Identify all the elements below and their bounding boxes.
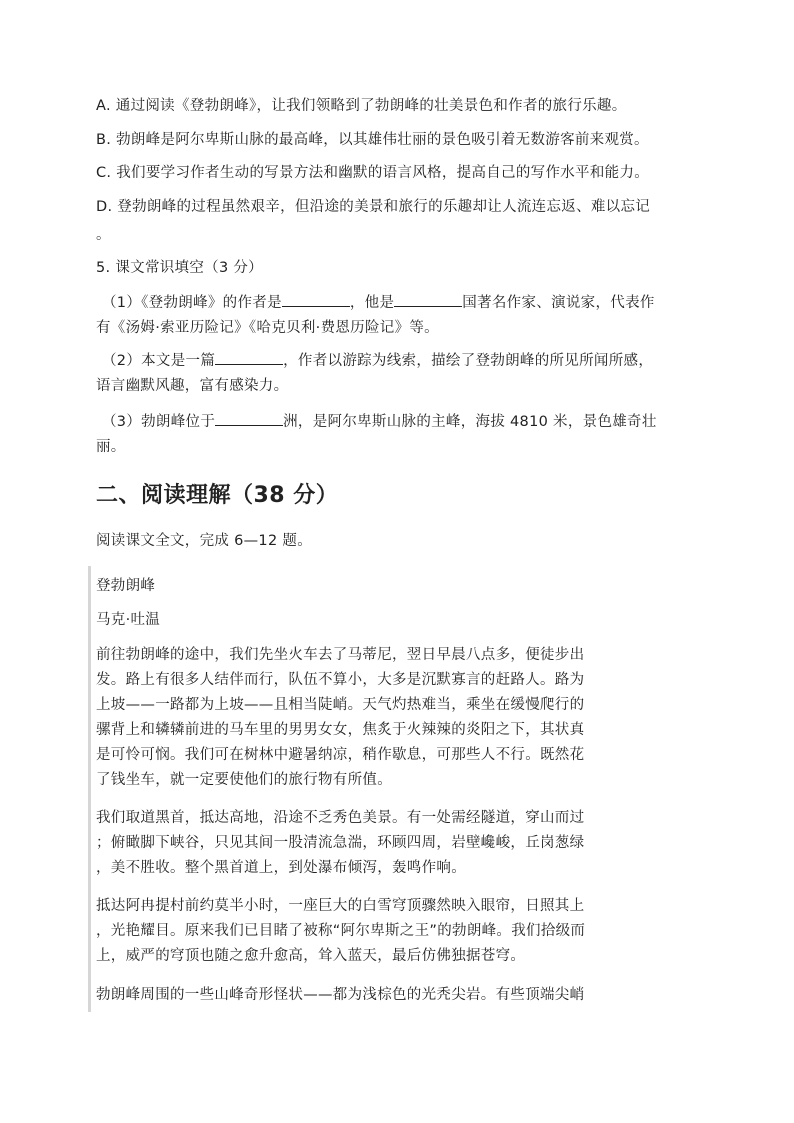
q5-item-2-text-a: （2）本文是一篇 [102, 353, 216, 369]
q5-item-3-line-2: 丽。 [96, 439, 126, 455]
option-d-continuation: 。 [96, 227, 111, 243]
answer-blank[interactable] [215, 350, 283, 365]
q5-item-2-line-2: 语言幽默风趣，富有感染力。 [96, 378, 289, 394]
question-5-title: 5. 课文常识填空（3 分） [96, 260, 263, 276]
passage-line: 是可怜可悯。我们可在树林中避暑纳凉，稍作歇息，可那些人不行。既然花 [96, 747, 585, 763]
option-c: C. 我们要学习作者生动的写景方法和幽默的语言风格，提高自己的写作水平和能力。 [96, 165, 650, 181]
option-a: A. 通过阅读《登勃朗峰》，让我们领略到了勃朗峰的壮美景色和作者的旅行乐趣。 [96, 98, 627, 114]
answer-blank[interactable] [215, 411, 283, 426]
q5-item-2-text-b: ，作者以游踪为线索，描绘了登勃朗峰的所见所闻所感， [283, 353, 654, 369]
passage-line: 上，威严的穹顶也随之愈升愈高，耸入蓝天，最后仿佛独据苍穹。 [96, 948, 526, 964]
option-d: D. 登勃朗峰的过程虽然艰辛，但沿途的美景和旅行的乐趣却让人流连忘返、难以忘记 [96, 199, 651, 215]
q5-item-3-text-a: （3）勃朗峰位于 [102, 414, 216, 430]
passage-author: 马克·吐温 [96, 612, 161, 628]
passage-line: 发。路上有很多人结伴而行，队伍不算小，大多是沉默寡言的赶路人。路为 [96, 672, 585, 688]
passage-line: ，光艳耀目。原来我们已目睹了被称“阿尔卑斯之王”的勃朗峰。我们拾级而 [96, 923, 586, 939]
passage-line: 了钱坐车，就一定要使他们的旅行物有所值。 [96, 772, 392, 788]
passage-title: 登勃朗峰 [96, 578, 156, 594]
answer-blank[interactable] [394, 292, 462, 307]
q5-item-3 [102, 411, 657, 432]
q5-item-2 [102, 350, 653, 371]
q5-item-1 [102, 292, 655, 313]
q5-item-1-text-c: 国著名作家、演说家，代表作 [462, 295, 655, 311]
blockquote-bar [88, 566, 91, 1012]
q5-item-1-text-b: ，他是 [349, 295, 395, 311]
section-2-heading: 二、阅读理解（38 分） [96, 483, 339, 508]
passage-line: 骡背上和辚辚前进的马车里的男男女女，焦炙于火辣辣的炎阳之下，其状真 [96, 722, 585, 738]
passage-line: 前往勃朗峰的途中，我们先坐火车去了马蒂尼，翌日早晨八点多，便徒步出 [96, 647, 585, 663]
passage-line: 勃朗峰周围的一些山峰奇形怪状——都为浅棕色的光秃尖岩。有些顶端尖峭 [96, 987, 585, 1003]
passage-line: 我们取道黑首，抵达高地，沿途不乏秀色美景。有一处需经隧道，穿山而过 [96, 810, 585, 826]
passage-line: 上坡——一路都为上坡——且相当陡峭。天气灼热难当，乘坐在缓慢爬行的 [96, 697, 585, 713]
passage-line: ；俯瞰脚下峡谷，只见其间一股清流急湍，环顾四周，岩壁巉峻，丘岗葱绿 [96, 835, 585, 851]
section-2-instruction: 阅读课文全文，完成 6—12 题。 [96, 533, 312, 549]
q5-item-3-text-b: 洲，是阿尔卑斯山脉的主峰，海拔 4810 米，景色雄奇壮 [283, 414, 657, 430]
answer-blank[interactable] [282, 292, 350, 307]
q5-item-1-line-2: 有《汤姆·索亚历险记》《哈克贝利·费恩历险记》等。 [96, 320, 439, 336]
option-b: B. 勃朗峰是阿尔卑斯山脉的最高峰，以其雄伟壮丽的景色吸引着无数游客前来观赏。 [96, 132, 649, 148]
passage-line: ，美不胜收。整个黑首道上，到处瀑布倾泻，轰鸣作响。 [96, 860, 466, 876]
q5-item-1-text-a: （1）《登勃朗峰》的作者是 [102, 295, 282, 311]
passage-line: 抵达阿冉提村前约莫半小时，一座巨大的白雪穹顶骤然映入眼帘，日照其上 [96, 898, 585, 914]
